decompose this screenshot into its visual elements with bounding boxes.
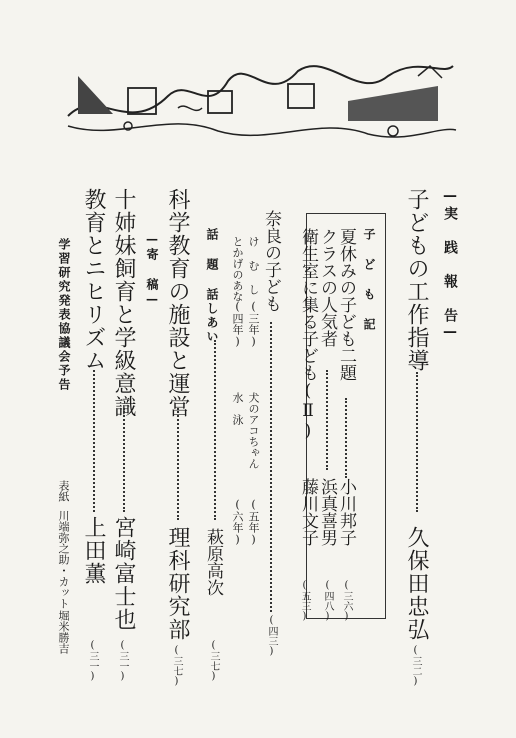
box-label: 子 ど も 記 [362, 228, 376, 332]
nara-work-grade: (四年) [231, 300, 244, 348]
notice: 学習研究発表協議会予告 [57, 238, 71, 392]
leader-dots [93, 370, 95, 512]
leader-dots [326, 370, 328, 470]
article-page: (三二) [410, 645, 421, 687]
nara-heading: 奈良の子ども [261, 210, 281, 312]
kikou-page: (三一) [117, 640, 128, 682]
nara-work-grade2: (六年) [231, 498, 244, 546]
box-item-page: (三六) [341, 580, 352, 622]
credit-cover-name: 川端弥之助・カット [57, 510, 70, 609]
kikou-heading: —寄 稿— [145, 232, 159, 308]
kikou-page: (三一) [87, 640, 98, 682]
wadai-page: (三七) [208, 640, 219, 682]
box-item-page: (五三) [299, 580, 310, 622]
nara-work-grade2: (五年) [247, 498, 260, 546]
leader-dots [416, 372, 418, 512]
science-author: 理科研究部 [165, 526, 190, 641]
box-item-author: 小川邦子 [336, 478, 356, 546]
leader-dots [177, 408, 179, 520]
header-illustration [58, 46, 458, 146]
credit-cover: 表紙 [57, 480, 70, 502]
box-item-page: (四八) [322, 580, 333, 622]
article-title: 子どもの工作指導 [404, 188, 429, 372]
leader-dots [345, 398, 347, 478]
wadai-author: 萩原高次 [203, 528, 223, 596]
kikou-author: 上田薫 [81, 516, 106, 585]
nara-work-author: 水 泳 [231, 392, 244, 425]
box-item-author: 藤川文子 [298, 478, 318, 546]
leader-dots [270, 322, 272, 612]
credit-cut-name: 堀米勝吉 [57, 610, 70, 654]
article-author: 久保田忠弘 [404, 526, 429, 641]
nara-work-title: とかげのあな [231, 236, 244, 302]
wadai-heading: 話 題 話しあい [205, 228, 219, 344]
box-item-title: 夏休みの子ども二題 [336, 228, 356, 381]
kikou-title: 十姉妹飼育と学級意識 [111, 188, 136, 418]
nara-work-title: け む し [247, 236, 260, 295]
section-heading-practice: —実 践 報 告— [442, 188, 458, 342]
nara-work-grade: (三年) [247, 300, 260, 348]
science-title: 科学教育の施設と運営 [165, 188, 190, 418]
nara-work-author: 犬のアコちゃん [247, 392, 260, 469]
box-item-title: クラスの人気者 [317, 228, 337, 347]
leader-dots [123, 408, 125, 512]
kikou-title: 教育とニヒリズム [81, 188, 106, 372]
kikou-author: 宮崎富士也 [111, 516, 136, 631]
box-item-title: 衛生室に集る子ども(Ⅱ) [298, 228, 318, 441]
nara-page: (四三) [266, 615, 277, 657]
box-item-author: 浜真喜男 [317, 478, 337, 546]
leader-dots [214, 340, 216, 520]
science-page: (三七) [171, 645, 182, 687]
